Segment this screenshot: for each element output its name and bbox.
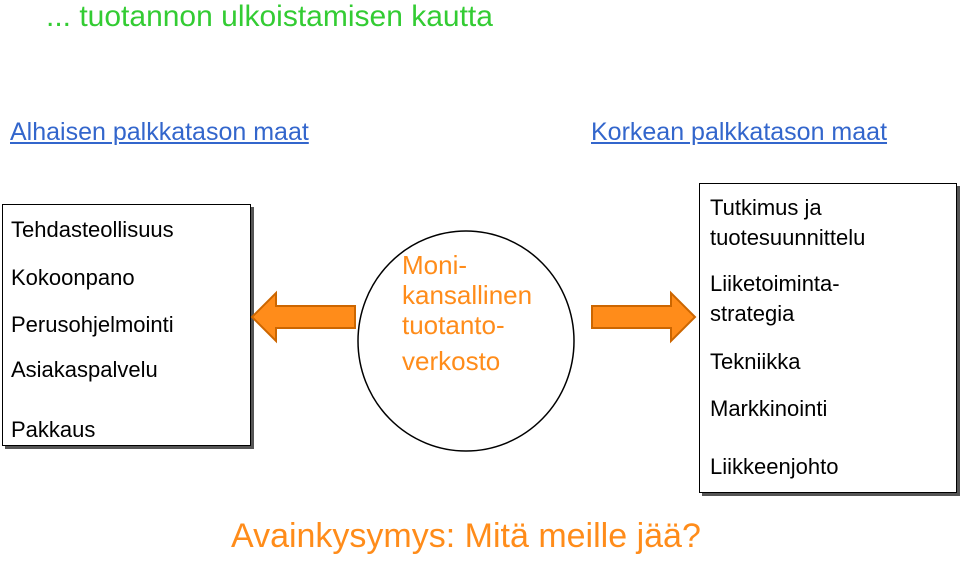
left-arrow-icon	[250, 290, 360, 344]
key-question: Avainkysymys: Mitä meille jää?	[231, 517, 701, 555]
center-line: kansallinen	[402, 280, 533, 310]
low-wage-activities-box	[2, 204, 251, 446]
right-item: Liikkeenjohto	[710, 454, 839, 479]
right-item: Liiketoiminta-strategia	[710, 271, 840, 326]
left-item: Pakkaus	[11, 417, 96, 442]
center-line: tuotanto-	[402, 310, 505, 340]
right-item: Tutkimus ja tuotesuunnittelu	[710, 195, 866, 250]
right-item: Tekniikka	[710, 349, 801, 374]
left-column-heading: Alhaisen palkkatason maat	[10, 118, 309, 146]
center-label	[402, 250, 582, 376]
left-item: Kokoonpano	[11, 265, 135, 290]
left-item: Asiakaspalvelu	[11, 357, 158, 382]
left-item: Tehdasteollisuus	[11, 217, 174, 242]
right-arrow-icon	[590, 290, 700, 344]
right-column-heading: Korkean palkkatason maat	[591, 118, 888, 146]
page-title: ... tuotannon ulkoistamisen kautta	[46, 0, 493, 33]
center-line: Moni-	[402, 250, 468, 280]
high-wage-activities-box	[699, 183, 957, 493]
right-item: Markkinointi	[710, 396, 828, 421]
left-item: Perusohjelmointi	[11, 312, 174, 337]
center-line: verkosto	[402, 346, 501, 376]
